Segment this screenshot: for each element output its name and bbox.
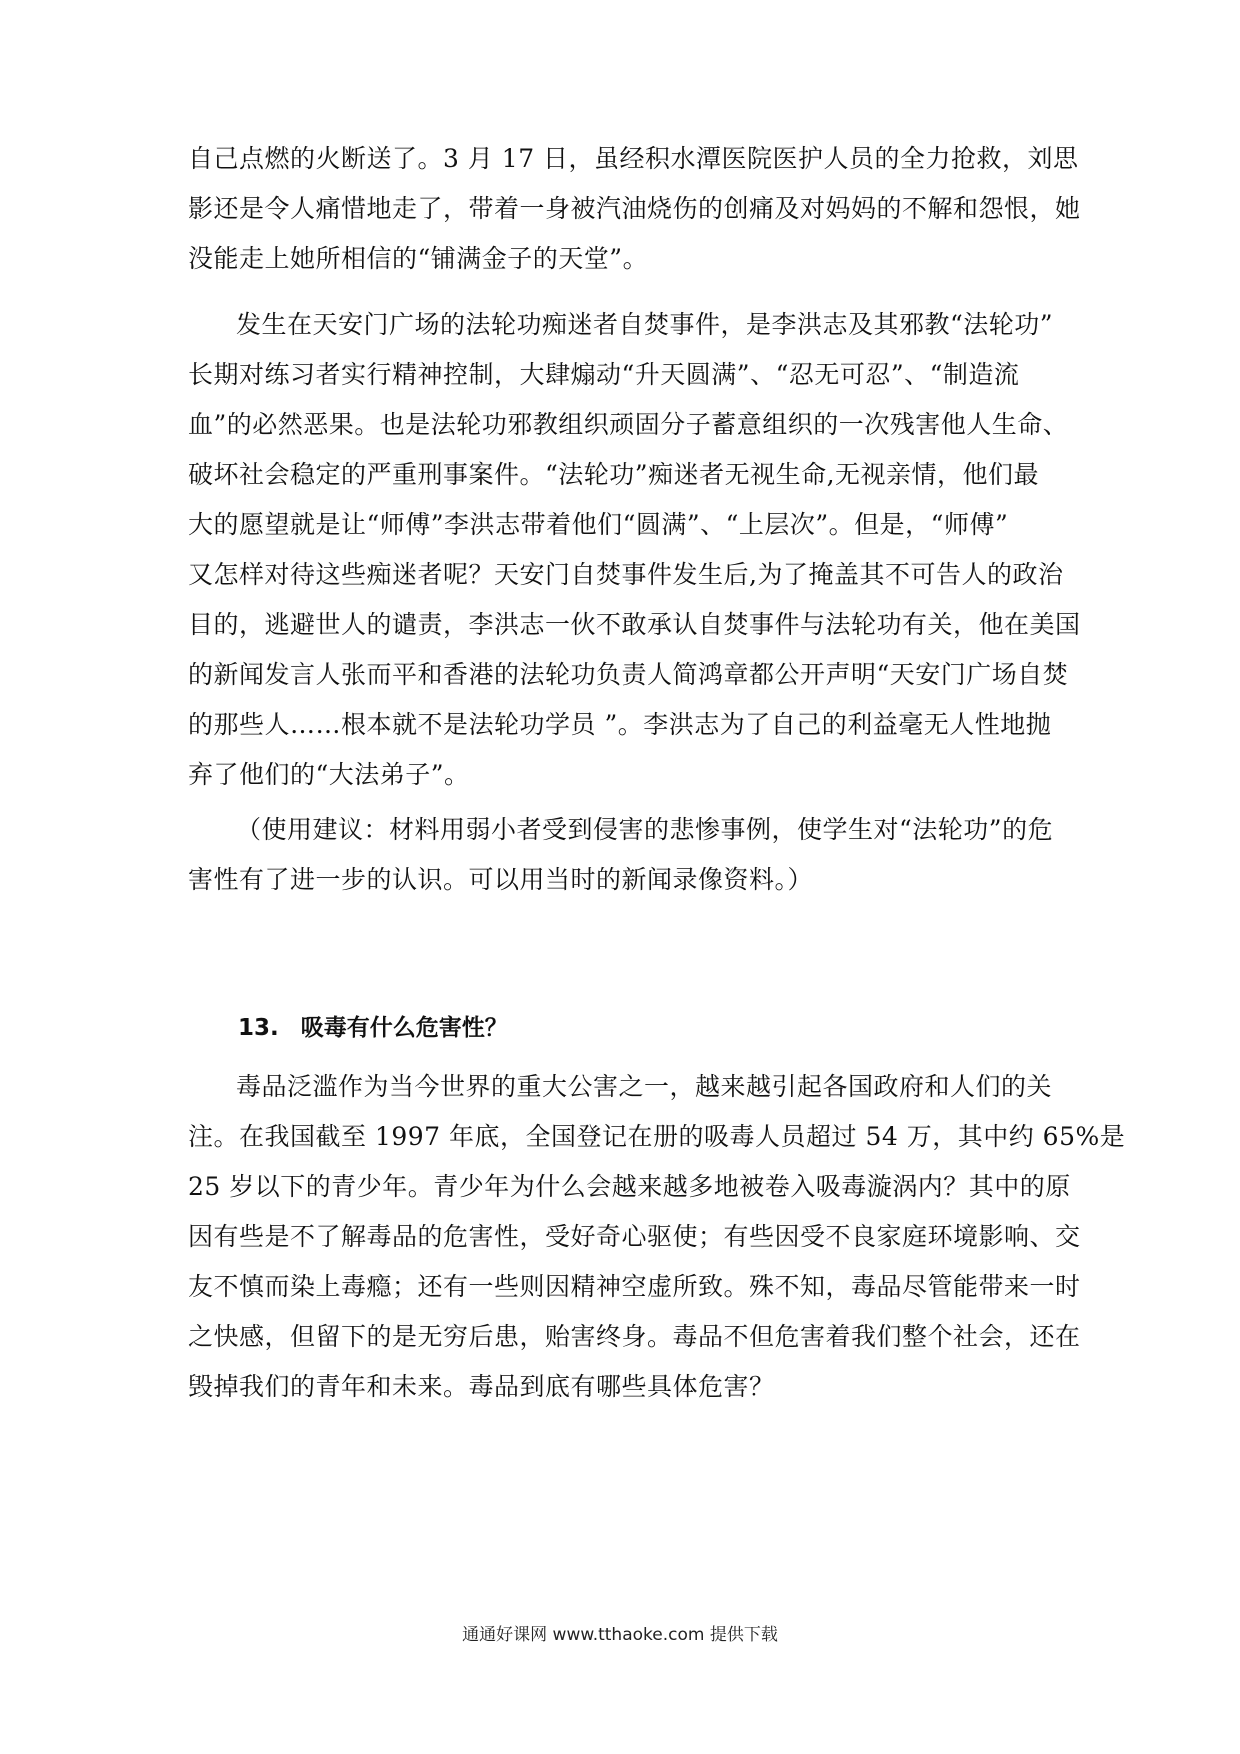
paragraph-drug-harm-intro xyxy=(188,1062,1126,1412)
paragraph-line: 长期对练习者实行精神控制，大肆煽动“升天圆满”、“忍无可忍”、“制造流 xyxy=(188,360,1020,389)
paragraph-line: 大的愿望就是让“师傅”李洪志带着他们“圆满”、“上层次”。但是，“师傅” xyxy=(188,510,1009,539)
paragraph-line: 血”的必然恶果。也是法轮功邪教组织顽固分子蓄意组织的一次残害他人生命、 xyxy=(188,410,1069,439)
paragraph-line: 没能走上她所相信的“铺满金子的天堂”。 xyxy=(188,244,649,273)
paragraph-line: 害性有了进一步的认识。可以用当时的新闻录像资料。） xyxy=(188,865,814,894)
paragraph-line: 25 岁以下的青少年。青少年为什么会越来越多地被卷入吸毒漩涡内？其中的原 xyxy=(188,1172,1071,1201)
paragraph-line: 毁掉我们的青年和未来。毒品到底有哪些具体危害？ xyxy=(188,1372,775,1401)
paragraph-line: 又怎样对待这些痴迷者呢？天安门自焚事件发生后,为了掩盖其不可告人的政治 xyxy=(188,560,1064,589)
page-footer: 通通好课网 www.tthaoke.com 提供下载 xyxy=(462,1625,778,1645)
section-heading xyxy=(238,1008,508,1048)
paragraph-line: 毒品泛滥作为当今世界的重大公害之一，越来越引起各国政府和人们的关 xyxy=(236,1072,1053,1101)
paragraph-line: 自己点燃的火断送了。3 月 17 日，虽经积水潭医院医护人员的全力抢救，刘思 xyxy=(188,144,1079,173)
paragraph-line: 之快感，但留下的是无穷后患，贻害终身。毒品不但危害着我们整个社会，还在 xyxy=(188,1322,1081,1351)
paragraph-usage-suggestion xyxy=(188,805,1058,905)
paragraph-line: 影还是令人痛惜地走了，带着一身被汽油烧伤的创痛及对妈妈的不解和怨恨，她 xyxy=(188,194,1081,223)
section-number: 13. xyxy=(238,1015,279,1041)
paragraph-line: 的那些人……根本就不是法轮功学员 ”。李洪志为了自己的利益毫无人性地抛 xyxy=(188,710,1052,739)
paragraph-line: 弃了他们的“大法弟子”。 xyxy=(188,760,470,789)
paragraph-line: 发生在天安门广场的法轮功痴迷者自焚事件，是李洪志及其邪教“法轮功” xyxy=(236,310,1054,339)
paragraph-line: 目的，逃避世人的谴责，李洪志一伙不敢承认自焚事件与法轮功有关，他在美国 xyxy=(188,610,1081,639)
paragraph-line: 破坏社会稳定的严重刑事案件。“法轮功”痴迷者无视生命,无视亲情，他们最 xyxy=(188,460,1040,489)
paragraph-line: 因有些是不了解毒品的危害性，受好奇心驱使；有些因受不良家庭环境影响、交 xyxy=(188,1222,1081,1251)
section-title: 吸毒有什么危害性？ xyxy=(300,1015,508,1041)
paragraph-self-immolation-analysis xyxy=(188,300,1081,800)
paragraph-line: 注。在我国截至 1997 年底，全国登记在册的吸毒人员超过 54 万，其中约 65%是 xyxy=(188,1122,1126,1151)
paragraph-line: （使用建议：材料用弱小者受到侵害的悲惨事例，使学生对“法轮功”的危 xyxy=(236,815,1054,844)
paragraph-line: 友不慎而染上毒瘾；还有一些则因精神空虚所致。殊不知，毒品尽管能带来一时 xyxy=(188,1272,1081,1301)
paragraph-continuation xyxy=(188,134,1081,284)
paragraph-line: 的新闻发言人张而平和香港的法轮功负责人简鸿章都公开声明“天安门广场自焚 xyxy=(188,660,1069,689)
